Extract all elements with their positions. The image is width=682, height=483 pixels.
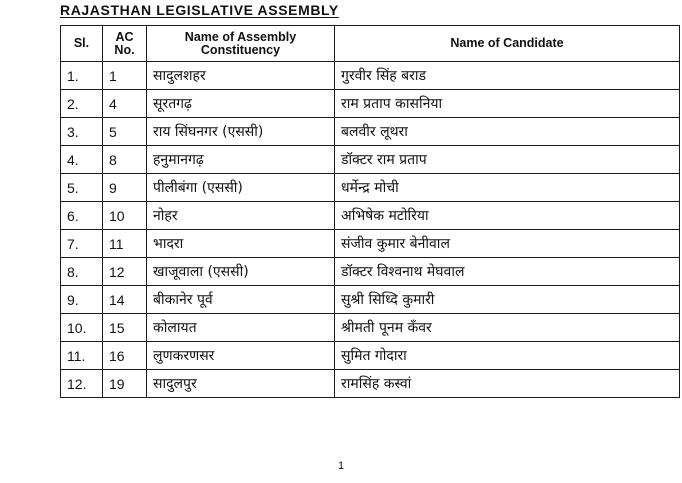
table-header-row (61, 26, 680, 62)
cell-candidate: डॉक्टर राम प्रताप (335, 146, 680, 174)
table-row (61, 202, 680, 230)
cell-candidate: राम प्रताप कासनिया (335, 90, 680, 118)
cell-constituency: भादरा (147, 230, 335, 258)
cell-candidate: बलवीर लूथरा (335, 118, 680, 146)
cell-candidate: गुरवीर सिंह बराड (335, 62, 680, 90)
cell-candidate: डॉक्टर विश्वनाथ मेघवाल (335, 258, 680, 286)
header-sl: Sl. (61, 26, 103, 62)
table-row (61, 118, 680, 146)
cell-sl: 1. (61, 62, 103, 90)
cell-ac-no: 16 (103, 342, 147, 370)
table-row (61, 370, 680, 398)
cell-candidate: सुमित गोदारा (335, 342, 680, 370)
cell-candidate: संजीव कुमार बेनीवाल (335, 230, 680, 258)
cell-ac-no: 8 (103, 146, 147, 174)
header-ac-no: AC No. (103, 26, 147, 62)
table-row (61, 62, 680, 90)
cell-ac-no: 9 (103, 174, 147, 202)
cell-constituency: सादुलपुर (147, 370, 335, 398)
cell-sl: 9. (61, 286, 103, 314)
header-constituency: Name of Assembly Constituency (147, 26, 335, 62)
cell-ac-no: 1 (103, 62, 147, 90)
table-body (61, 62, 680, 398)
cell-candidate: अभिषेक मटोरिया (335, 202, 680, 230)
cell-sl: 7. (61, 230, 103, 258)
table-row (61, 146, 680, 174)
cell-candidate: रामसिंह कस्वां (335, 370, 680, 398)
cell-sl: 12. (61, 370, 103, 398)
document-title: RAJASTHAN LEGISLATIVE ASSEMBLY (60, 2, 339, 18)
table-row (61, 90, 680, 118)
cell-constituency: खाजूवाला (एससी) (147, 258, 335, 286)
cell-sl: 4. (61, 146, 103, 174)
cell-sl: 3. (61, 118, 103, 146)
cell-ac-no: 19 (103, 370, 147, 398)
cell-ac-no: 11 (103, 230, 147, 258)
table-row (61, 258, 680, 286)
cell-constituency: पीलीबंगा (एससी) (147, 174, 335, 202)
table-row (61, 230, 680, 258)
cell-ac-no: 5 (103, 118, 147, 146)
cell-candidate: श्रीमती पूनम कँवर (335, 314, 680, 342)
cell-constituency: लुणकरणसर (147, 342, 335, 370)
cell-ac-no: 15 (103, 314, 147, 342)
header-candidate: Name of Candidate (335, 26, 680, 62)
candidates-table (60, 25, 680, 398)
cell-constituency: सूरतगढ़ (147, 90, 335, 118)
cell-constituency: कोलायत (147, 314, 335, 342)
cell-sl: 2. (61, 90, 103, 118)
page-number: 1 (337, 460, 345, 472)
cell-candidate: धर्मेन्द्र मोची (335, 174, 680, 202)
cell-constituency: सादुलशहर (147, 62, 335, 90)
table-row (61, 286, 680, 314)
cell-candidate: सुश्री सिध्दि कुमारी (335, 286, 680, 314)
cell-ac-no: 12 (103, 258, 147, 286)
cell-ac-no: 14 (103, 286, 147, 314)
cell-sl: 8. (61, 258, 103, 286)
cell-sl: 10. (61, 314, 103, 342)
cell-sl: 11. (61, 342, 103, 370)
table-row (61, 174, 680, 202)
cell-ac-no: 10 (103, 202, 147, 230)
cell-sl: 6. (61, 202, 103, 230)
cell-ac-no: 4 (103, 90, 147, 118)
table-row (61, 314, 680, 342)
cell-constituency: बीकानेर पूर्व (147, 286, 335, 314)
cell-sl: 5. (61, 174, 103, 202)
table-row (61, 342, 680, 370)
cell-constituency: राय सिंघनगर (एससी) (147, 118, 335, 146)
cell-constituency: हनुमानगढ़ (147, 146, 335, 174)
cell-constituency: नोहर (147, 202, 335, 230)
